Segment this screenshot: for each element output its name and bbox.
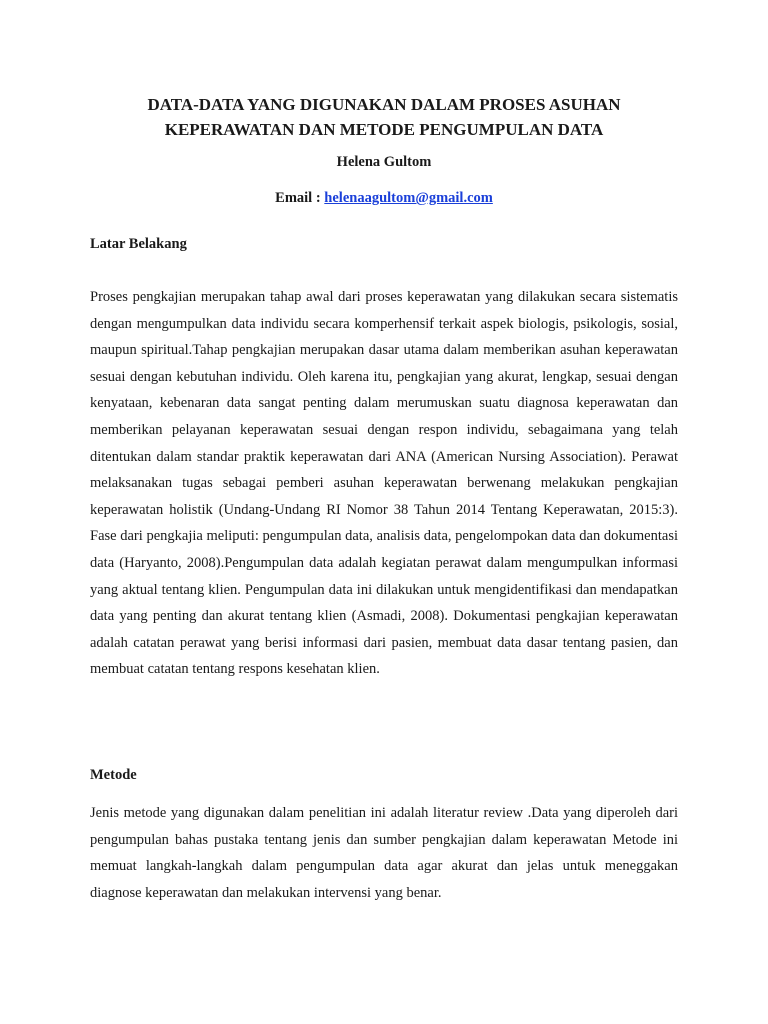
- section-heading-latar-belakang: Latar Belakang: [90, 236, 187, 252]
- email-label: Email :: [275, 190, 325, 206]
- section-heading-metode: Metode: [90, 767, 137, 783]
- email-link[interactable]: helenaagultom@gmail.com: [324, 190, 493, 206]
- section-paragraph-latar-belakang: Proses pengkajian merupakan tahap awal dari proses keperawatan yang dilakukan secara sistematis dengan mengumpulkan data individu secara komperhensif terkait aspek biologis, psikologis, sosial, maupun spiritual.Tahap pengkajian merupakan dasar utama dalam memberikan asuhan keperawatan sesuai dengan kebutuhan individu. Oleh karena itu, pengkajian yang akurat, lengkap, sesuai dengan kenyataan, kebenaran data sangat penting dalam merumuskan suatu diagnosa keperawatan dan memberikan pelayanan keperawatan sesuai dengan respon individu, sebagaimana yang telah ditentukan dalam standar praktik keperawatan dari ANA (American Nursing Association). Perawat melaksanakan tugas sebagai pemberi asuhan keperawatan berwenang melakukan pengkajian keperawatan holistik (Undang-Undang RI Nomor 38 Tahun 2014 Tentang Keperawatan, 2015:3). Fase dari pengkajia meliputi: pengumpulan data, analisis data, pengelompokan data dan dokumentasi data (Haryanto, 2008).Pengumpulan data adalah kegiatan perawat dalam mengumpulkan informasi yang aktual tentang klien. Pengumpulan data ini dilakukan untuk mengidentifikasi dan mendapatkan data yang penting dan akurat tentang klien (Asmadi, 2008). Dokumentasi pengkajian keperawatan adalah catatan perawat yang berisi informasi dari pasien, membuat data dasar tentang pasien, dan membuat catatan tentang respons kesehatan klien.: [90, 289, 678, 678]
- title-line-2: KEPERAWATAN DAN METODE PENGUMPULAN DATA: [164, 120, 604, 139]
- email-line: [90, 189, 678, 207]
- title-line-1: DATA-DATA YANG DIGUNAKAN DALAM PROSES ASUHAN: [147, 95, 621, 114]
- section-paragraph-metode: Jenis metode yang digunakan dalam penelitian ini adalah literatur review .Data yang diperoleh dari pengumpulan bahas pustaka tentang jenis dan sumber pengkajian dalam keperawatan Metode ini memuat langkah-langkah dalam pengumpulan data agar akurat dan jelas untuk meneggakan diagnose keperawatan dan melakukan intervensi yang benar.: [90, 805, 678, 901]
- page-title: [90, 92, 678, 142]
- author-name: Helena Gultom: [336, 154, 432, 170]
